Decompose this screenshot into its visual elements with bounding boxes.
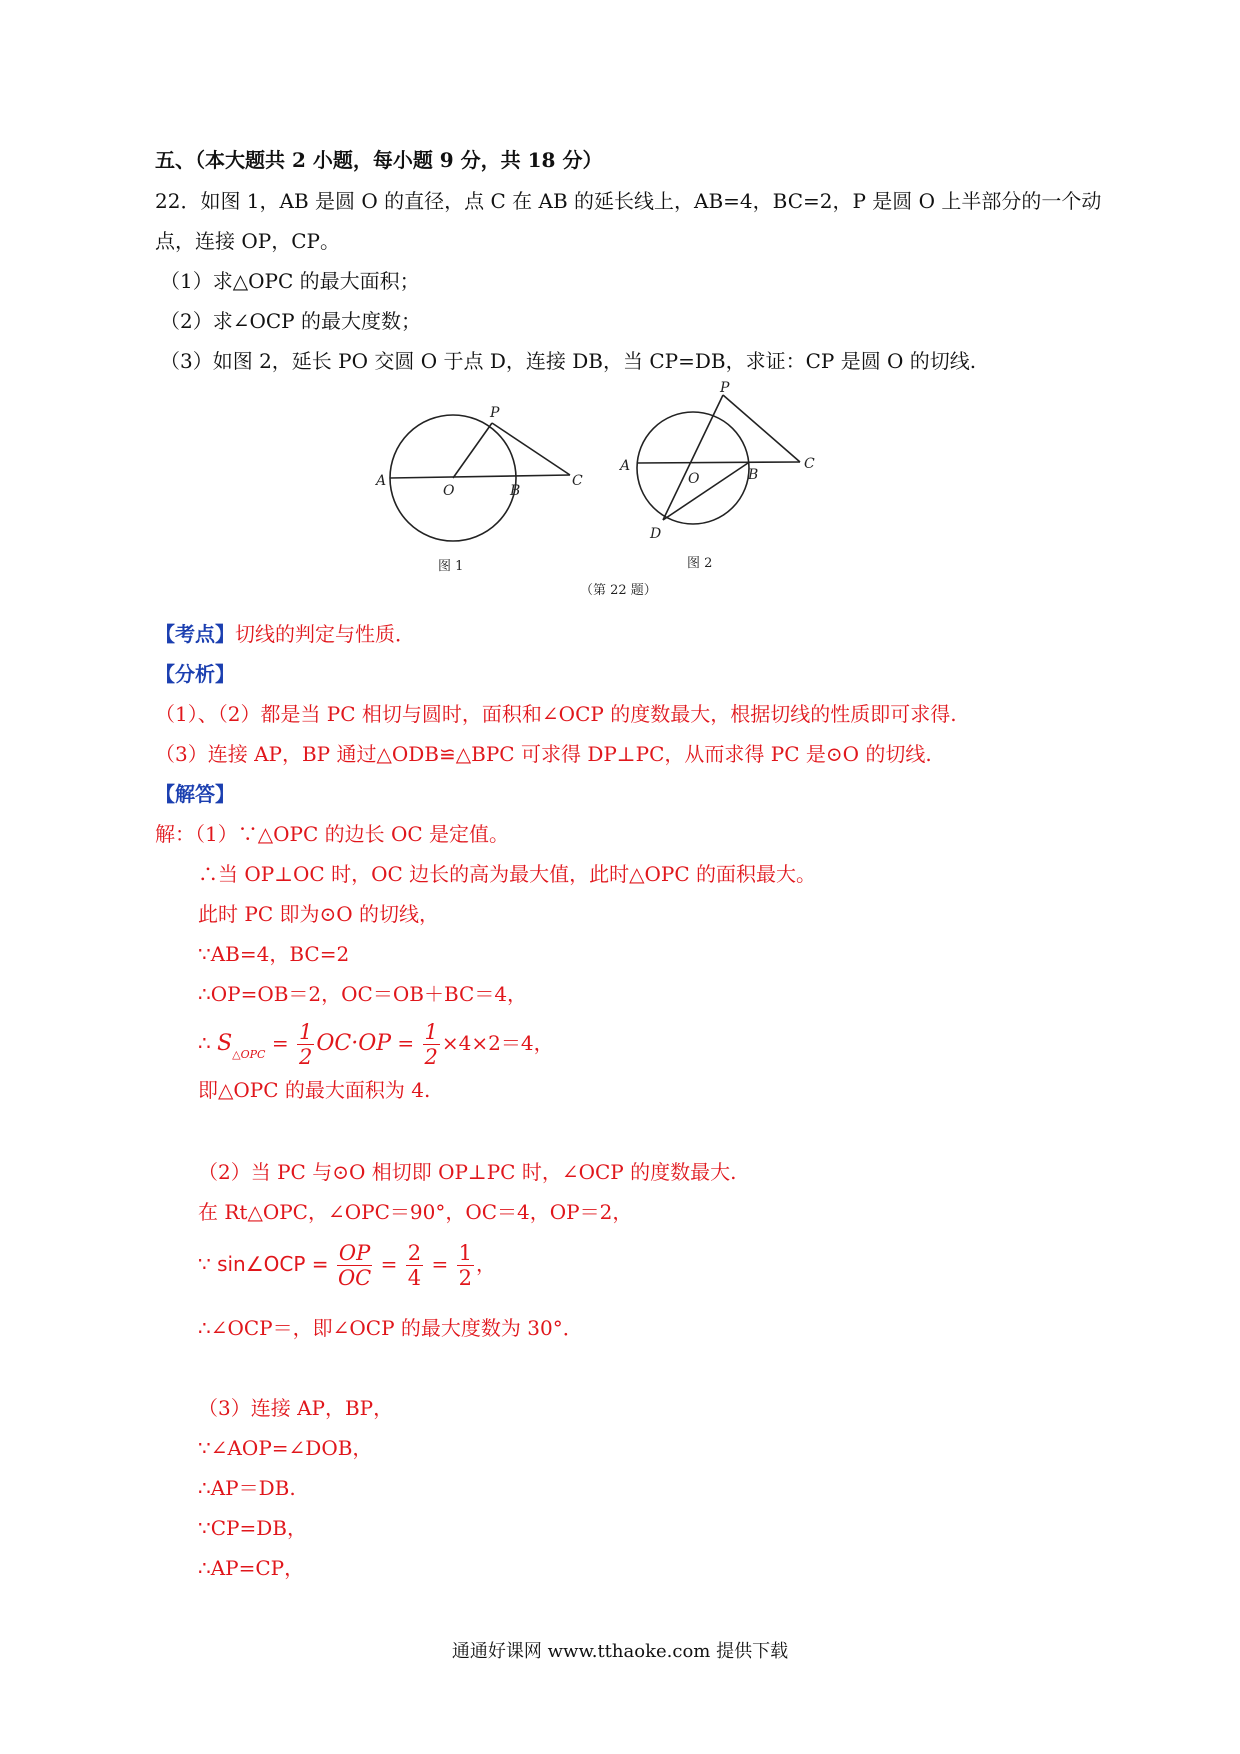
fig1-label-b: B [510, 483, 521, 499]
problem-line-2: 点，连接 OP，CP。 [155, 229, 340, 253]
fig1-line-pc [492, 423, 570, 475]
solution-3-3: ∴AP＝DB. [198, 1476, 296, 1500]
fig1-line-op [453, 423, 492, 478]
solution-1-2: ∴当 OP⊥OC 时，OC 边长的高为最大值，此时△OPC 的面积最大。 [198, 862, 817, 886]
fig2-label-p: P [720, 380, 730, 396]
fig1-label-o: O [443, 483, 455, 499]
fig2-label-b: B [748, 467, 759, 483]
problem-line-1: 22．如图 1，AB 是圆 O 的直径，点 C 在 AB 的延长线上，AB=4，BC=2，P 是圆 O 上半部分的一个动 [155, 189, 1102, 213]
fraction-1-2: $\frac{1}{2}$ [458, 1241, 472, 1290]
solution-1-5: ∴OP=OB＝2，OC＝OB＋BC＝4， [198, 982, 528, 1006]
question-2: （2）求∠OCP 的最大度数； [160, 309, 421, 333]
kaodian-line [155, 620, 415, 648]
fig2-label-c: C [804, 456, 815, 472]
fraction-2-4: $\frac{2}{4}$ [407, 1241, 422, 1290]
solution-1-3: 此时 PC 即为⊙O 的切线， [198, 902, 439, 926]
problem-caption: （第 22 题） [580, 583, 657, 598]
figure-2 [637, 395, 800, 524]
section-title: 五、（本大题共 2 小题，每小题 9 分，共 18 分） [155, 148, 603, 172]
fig1-label-a: A [376, 473, 387, 489]
solution-2-2: 在 Rt△OPC，∠OPC＝90°，OC＝4，OP＝2， [198, 1200, 633, 1224]
fig2-label-o: O [688, 471, 700, 487]
geometry-figures [360, 380, 900, 610]
fenxi-line-2: （3）连接 AP，BP 通过△ODB≌△BPC 可求得 DP⊥PC，从而求得 PC 是⊙O 的切线. [155, 742, 932, 766]
fenxi-tag: 【分析】 [155, 662, 235, 686]
solution-3-2: ∵∠AOP=∠DOB， [198, 1436, 373, 1460]
fig1-caption: 图 1 [438, 559, 464, 574]
fraction-op-oc: $\frac{OP}{OC}$ [337, 1241, 372, 1290]
solution-2-4: ∴∠OCP＝，即∠OCP 的最大度数为 30°． [198, 1316, 583, 1340]
solution-3-1: （3）连接 AP，BP， [198, 1396, 394, 1420]
kaodian-text: 切线的判定与性质． [235, 622, 415, 646]
solution-1-7: 即△OPC 的最大面积为 4. [198, 1078, 431, 1102]
fraction-half: $\frac{1}{2}$ [298, 1020, 313, 1069]
solution-1-4: ∵AB=4，BC=2 [198, 942, 350, 966]
area-formula: ∴ $S_{\triangle OPC}$ = $\frac{1}{2}$ OC·OP = $\frac{1}{2}$ ×4×2＝4， [198, 1020, 554, 1069]
sine-formula: ∵ sin∠OCP = $\frac{OP}{OC}$ = $\frac{2}{4}$ = $\frac{1}{2}$ ， [198, 1241, 496, 1290]
fraction-half-2: $\frac{1}{2}$ [424, 1020, 438, 1069]
page-footer: 通通好课网 www.tthaoke.com 提供下载 [451, 1641, 789, 1662]
solution-1-1: 解：（1）∵△OPC 的边长 OC 是定值。 [155, 822, 510, 846]
fig1-label-c: C [572, 473, 583, 489]
solution-3-5: ∴AP=CP， [198, 1556, 305, 1580]
figure-1 [390, 415, 570, 541]
fenxi-line-1: （1）、（2）都是当 PC 相切与圆时，面积和∠OCP 的度数最大，根据切线的性质即可求得. [155, 702, 957, 726]
fig2-line-ac [637, 462, 800, 463]
fig2-line-db [663, 463, 748, 520]
fig2-caption: 图 2 [687, 556, 713, 571]
fig1-label-p: P [490, 405, 500, 421]
fig2-line-pd [663, 395, 723, 520]
fig2-label-d: D [650, 526, 662, 542]
jieda-tag: 【解答】 [155, 782, 235, 806]
fig2-label-a: A [620, 458, 631, 474]
fig1-line-ac [390, 475, 570, 478]
solution-2-1: （2）当 PC 与⊙O 相切即 OP⊥PC 时，∠OCP 的度数最大. [198, 1160, 737, 1184]
solution-3-4: ∵CP=DB， [198, 1516, 307, 1540]
question-1: （1）求△OPC 的最大面积； [160, 269, 420, 293]
question-3: （3）如图 2，延长 PO 交圆 O 于点 D，连接 DB，当 CP=DB，求证：CP 是圆 O 的切线. [160, 349, 977, 373]
kaodian-tag: 【考点】 [155, 622, 235, 646]
fig2-line-pc [723, 395, 800, 462]
fig2-circle [637, 412, 749, 524]
